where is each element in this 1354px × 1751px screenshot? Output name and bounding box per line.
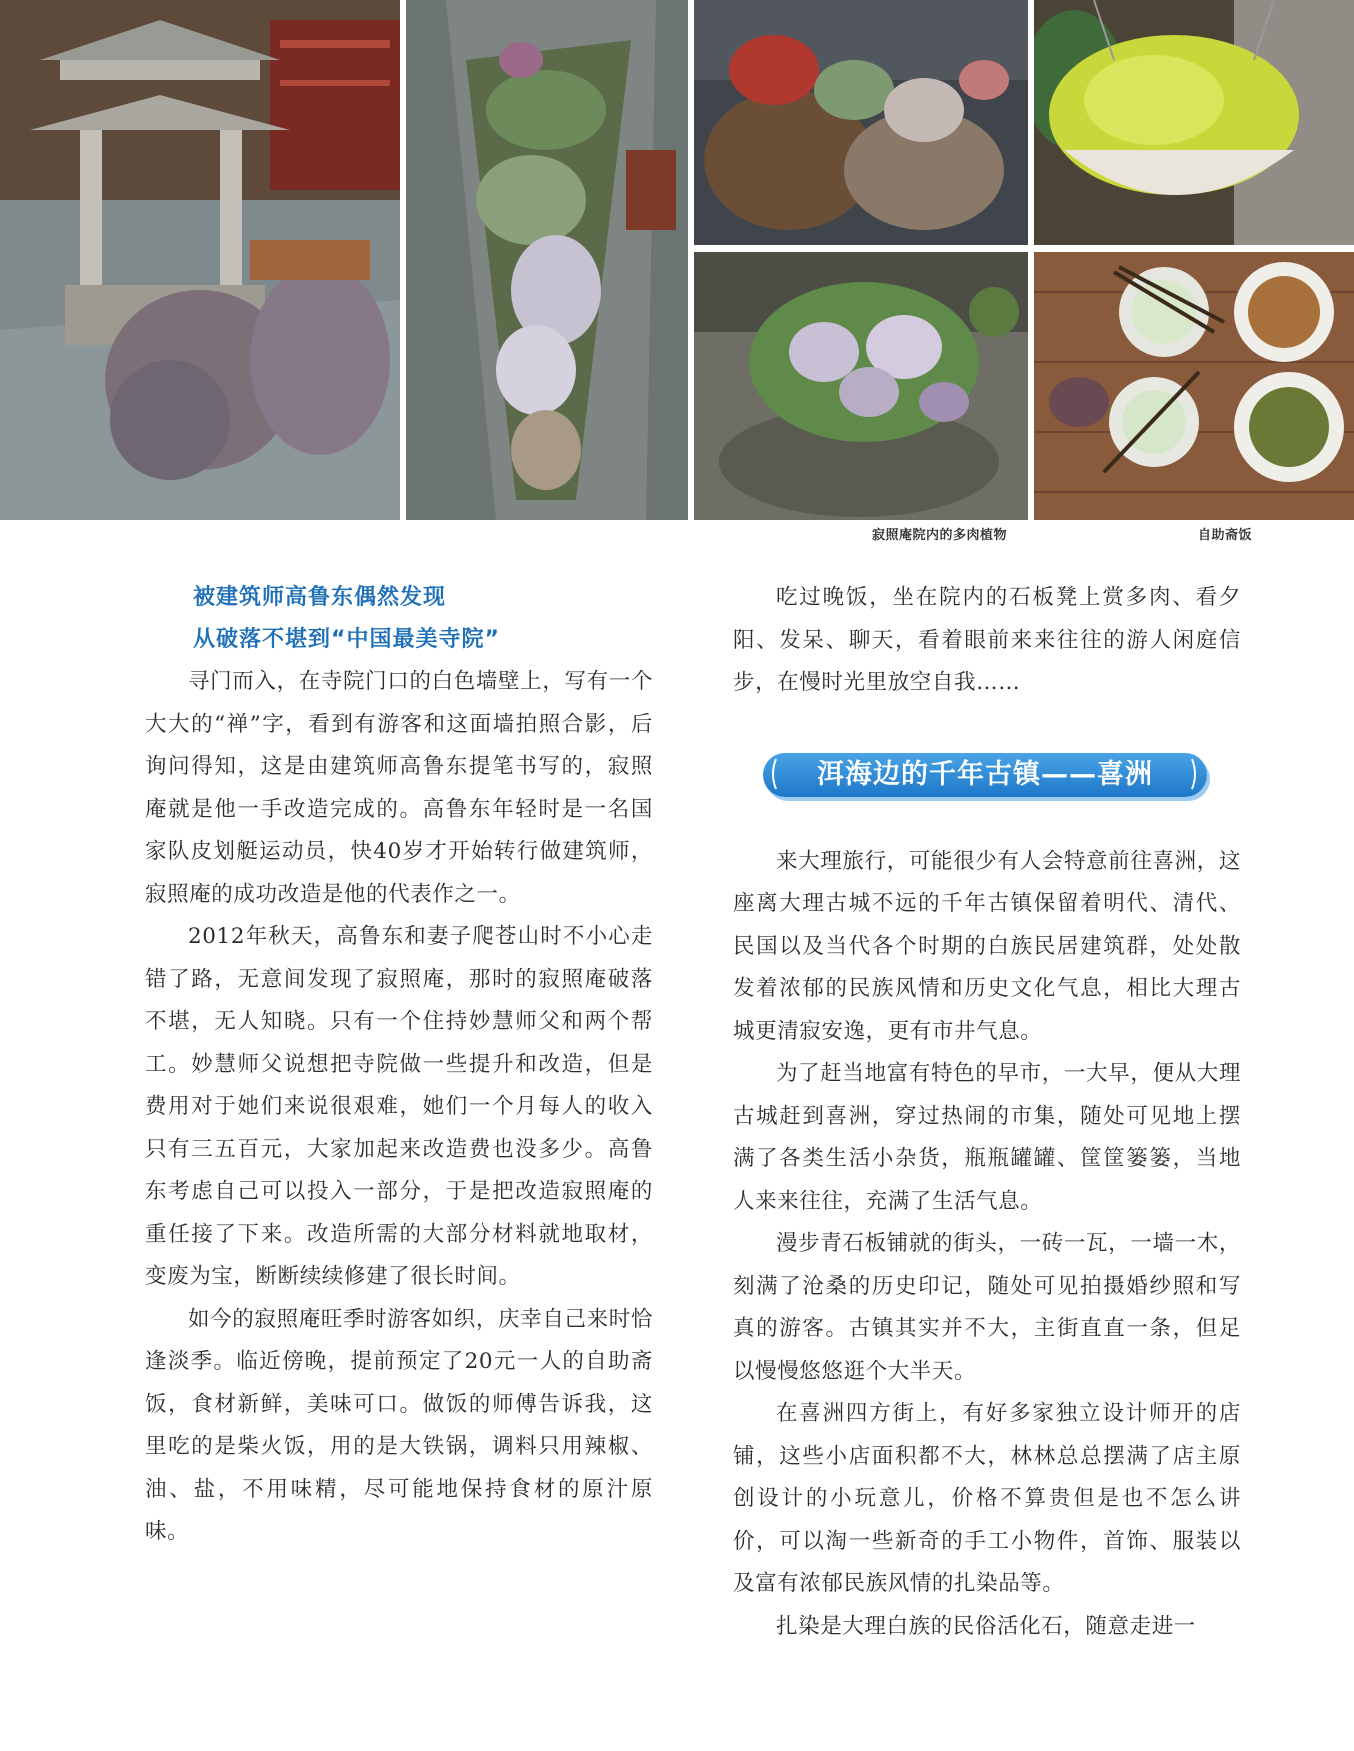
- body-paragraph: 2012年秋天，高鲁东和妻子爬苍山时不小心走错了路，无意间发现了寂照庵，那时的寂照庵破落不堪，无人知晓。只有一个住持妙慧师父和两个帮工。妙慧师父说想把寺院做一些提升和改造，但是费用对于她们来说很艰难，她们一个月每人的收入只有三五百元，大家加起来改造费也没多少。高鲁东考虑自己可以投入一部分，于是把改造寂照庵的重任接了下来。改造所需的大部分材料就地取材，变废为宝，断断续续修建了很长时间。: [145, 924, 653, 1289]
- succulents-caption: 寂照庵院内的多肉植物: [872, 528, 1008, 543]
- body-paragraph: 来大理旅行，可能很少有人会特意前往喜洲，这座离大理古城不远的千年古镇保留着明代、清代、民国以及当代各个时期的白族民居建筑群，处处散发着浓郁的民族风情和历史文化气息，相比大理古城更清寂安逸，更有市井气息。: [733, 848, 1241, 1044]
- succulent-boat-photo: [406, 0, 688, 520]
- right-column: [733, 577, 1241, 1648]
- section-title-banner: [763, 753, 1215, 801]
- meal-caption: 自助斋饭: [1198, 528, 1253, 543]
- hanging-basket-photo: [1034, 0, 1354, 245]
- body-paragraph: 在喜洲四方街上，有好多家独立设计师开的店铺，这些小店面积都不大，林林总总摆满了店主原创设计的小玩意儿，价格不算贵但是也不怎么讲价，可以淘一些新奇的手工小物件，首饰、服装以及富有浓郁民族风情的扎染品等。: [733, 1401, 1241, 1596]
- subheading-line-1: 被建筑师高鲁东偶然发现: [193, 585, 447, 610]
- body-paragraph: 如今的寂照庵旺季时游客如织，庆幸自己来时恰逢淡季。临近傍晚，提前预定了20元一人的自助斋饭，食材新鲜，美味可口。做饭的师傅告诉我，这里吃的是柴火饭，用的是大铁锅，调料只用辣椒、油、盐，不用味精，尽可能地保持食材的原汁原味。: [145, 1306, 653, 1544]
- temple-pavilion-photo: [0, 0, 400, 520]
- succulent-driftwood-photo: [694, 0, 1028, 245]
- intro-paragraph: 吃过晚饭，坐在院内的石板凳上赏多肉、看夕阳、发呆、聊天，看着眼前来来往往的游人闲庭信步，在慢时光里放空自我……: [733, 585, 1241, 695]
- body-paragraph: 为了赶当地富有特色的早市，一大早，便从大理古城赶到喜洲，穿过热闹的市集，随处可见地上摆满了各类生活小杂货，瓶瓶罐罐、筐筐篓篓，当地人来来往往，充满了生活气息。: [733, 1061, 1241, 1214]
- body-paragraph: 扎染是大理白族的民俗活化石，随意走进一: [776, 1613, 1196, 1639]
- succulent-pot-photo: [694, 252, 1028, 520]
- body-paragraph: 漫步青石板铺就的街头，一砖一瓦，一墙一木，刻满了沧桑的历史印记，随处可见拍摄婚纱照和写真的游客。古镇其实并不大，主街直直一条，但足以慢慢悠悠逛个大半天。: [733, 1231, 1241, 1384]
- vegetarian-meal-photo: [1034, 252, 1354, 520]
- subheading-line-2: 从破落不堪到“中国最美寺院”: [193, 627, 500, 652]
- body-paragraph: 寻门而入，在寺院门口的白色墙壁上，写有一个大大的“禅”字，看到有游客和这面墙拍照合影，后询问得知，这是由建筑师高鲁东提笔书写的，寂照庵就是他一手改造完成的。高鲁东年轻时是一名国家队皮划艇运动员，快40岁才开始转行做建筑师，寂照庵的成功改造是他的代表作之一。: [145, 669, 653, 907]
- section-title: 洱海边的千年古镇——喜洲: [817, 758, 1153, 790]
- left-column: [145, 577, 653, 1554]
